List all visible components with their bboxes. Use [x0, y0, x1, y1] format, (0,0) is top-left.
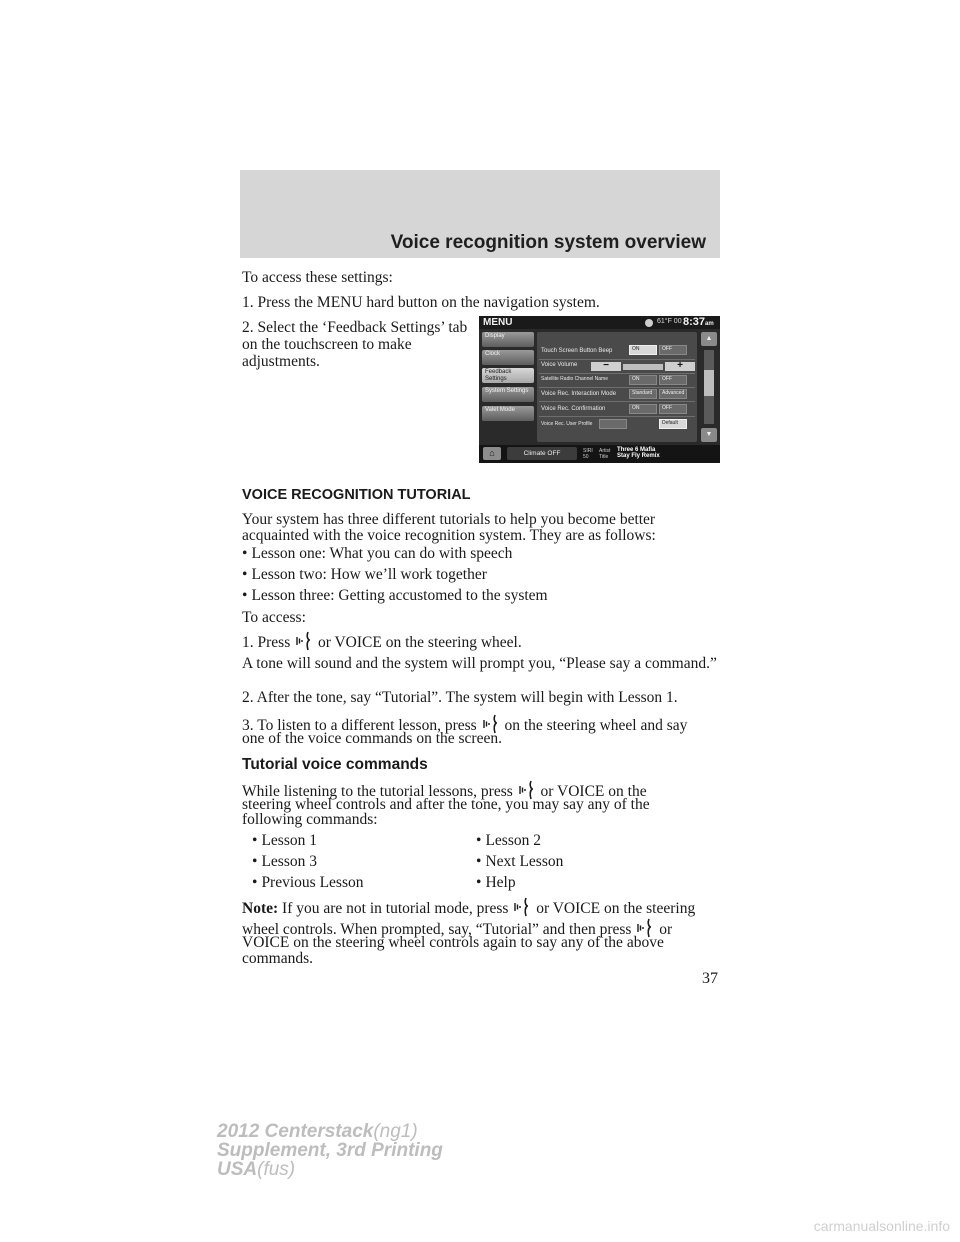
tutorial-heading: VOICE RECOGNITION TUTORIAL: [242, 487, 471, 503]
voice-button-icon: [513, 897, 531, 917]
feedback-settings-panel: [537, 332, 697, 442]
watermark: carmanualsonline.info: [813, 1218, 950, 1234]
track-values: [617, 447, 660, 459]
tab-system-settings[interactable]: System Settings: [482, 387, 534, 402]
lesson-item: • Lesson three: Getting accustomed to the system: [242, 588, 548, 604]
access-step-3-pre: 3. To listen to a different lesson, press: [242, 717, 477, 734]
track-labels: [599, 448, 610, 460]
footer-edition: 2012 Centerstack: [217, 1121, 374, 1142]
volume-plus-button[interactable]: +: [665, 362, 695, 371]
row-divider: [539, 387, 695, 388]
settings-lead: To access these settings:: [242, 269, 393, 286]
user-profile-option-button[interactable]: [599, 419, 627, 429]
title-label: Title: [599, 454, 609, 460]
interaction-advanced-button[interactable]: Advanced: [659, 389, 687, 399]
artist-name: Three 6 Mafia: [617, 447, 656, 453]
command-item: • Previous Lesson: [252, 875, 363, 891]
row-voice-volume-label: Voice Volume: [541, 362, 578, 368]
interaction-standard-button[interactable]: Standard: [629, 389, 657, 399]
command-item: • Next Lesson: [476, 854, 563, 870]
satellite-icon: [645, 319, 653, 327]
note-line-2-post: or: [659, 921, 673, 938]
screen-scrollbar[interactable]: [701, 332, 717, 442]
commands-intro-post: or VOICE on the: [540, 783, 647, 800]
note-line-2-pre: wheel controls. When prompted, say, “Tutorial” and then press: [242, 921, 632, 938]
command-item: • Help: [476, 875, 516, 891]
volume-minus-button[interactable]: −: [591, 362, 621, 371]
sirius-channel: 50: [583, 454, 589, 460]
lesson-item: • Lesson one: What you can do with speech: [242, 546, 512, 562]
footer-line-2: Supplement, 3rd Printing: [217, 1140, 443, 1161]
screen-status-bar: [479, 316, 720, 329]
scroll-thumb[interactable]: [704, 370, 714, 396]
settings-step-2-line-2: on the touchscreen to make: [242, 336, 412, 353]
commands-intro-line-2: steering wheel controls and after the tone, you may say any of the: [242, 796, 650, 813]
footer-line-1: [217, 1122, 443, 1141]
command-item: • Lesson 2: [476, 833, 541, 849]
footer-line-3: [217, 1160, 443, 1179]
note-line-3: VOICE on the steering wheel controls again to say any of the above: [242, 934, 664, 951]
tutorial-intro: Your system has three different tutorials to help you become better acquainted with the voice recognition system. They are as follows:: [242, 511, 656, 544]
row-divider: [539, 373, 695, 374]
command-item: • Lesson 1: [252, 833, 317, 849]
access-step-3-post: on the steering wheel and say: [504, 717, 688, 734]
note-line-4: commands.: [242, 950, 314, 967]
note-text-post: or VOICE on the steering: [536, 900, 696, 917]
settings-step-1: 1. Press the MENU hard button on the navigation system.: [242, 294, 600, 311]
tab-display[interactable]: Display: [482, 332, 534, 347]
volume-level-bar: [623, 364, 663, 370]
page-number: 37: [702, 970, 718, 987]
user-profile-default-button[interactable]: Default: [659, 419, 687, 429]
footer-market: USA: [217, 1159, 258, 1180]
voice-button-icon: [295, 631, 313, 651]
document-footer: [217, 1122, 443, 1179]
row-touch-beep-label: Touch Screen Button Beep: [541, 348, 613, 354]
lesson-item: • Lesson two: How we’ll work together: [242, 567, 487, 583]
row-divider: [539, 416, 695, 417]
satellite-name-off-button[interactable]: OFF: [659, 375, 687, 385]
tab-feedback-settings[interactable]: Feedback Settings: [482, 368, 534, 383]
access-step-1: [242, 631, 522, 651]
footer-edition-code: (ng1): [373, 1121, 418, 1142]
tone-text: A tone will sound and the system will prompt you, “Please say a command.”: [242, 655, 717, 672]
confirmation-off-button[interactable]: OFF: [659, 404, 687, 414]
commands-intro-pre: While listening to the tutorial lessons, press: [242, 783, 513, 800]
sirius-info: [583, 448, 593, 460]
scroll-down-icon[interactable]: ▼: [701, 428, 717, 442]
command-item: • Lesson 3: [252, 854, 317, 870]
artist-label: Artist: [599, 448, 611, 454]
row-user-profile-label: Voice Rec. User Profile: [541, 421, 593, 427]
home-icon[interactable]: ⌂: [483, 447, 501, 460]
touch-beep-off-button[interactable]: OFF: [659, 345, 687, 355]
section-header-band: [240, 170, 720, 258]
row-confirmation-label: Voice Rec. Confirmation: [541, 406, 606, 412]
screen-bottom-bar: [479, 445, 720, 463]
tab-valet-mode[interactable]: Valet Mode: [482, 406, 534, 421]
commands-intro-line-3: following commands:: [242, 811, 378, 828]
screen-clock: [683, 316, 714, 328]
note-text-pre: If you are not in tutorial mode, press: [282, 900, 509, 917]
sirius-label: SIRI: [583, 448, 593, 454]
screen-temp: 61°F 00: [657, 318, 682, 325]
tab-clock[interactable]: Clock: [482, 350, 534, 365]
access-step-1-post: or VOICE on the steering wheel.: [317, 634, 522, 651]
footer-market-code: (fus): [257, 1159, 296, 1180]
satellite-name-on-button[interactable]: ON: [629, 375, 657, 385]
note-label: Note:: [242, 900, 279, 917]
screen-time-suffix: am: [705, 321, 714, 327]
song-title: Stay Fly Remix: [617, 453, 660, 459]
section-title: Voice recognition system overview: [390, 232, 706, 253]
screen-menu-label: MENU: [483, 317, 513, 328]
row-interaction-mode-label: Voice Rec. Interaction Mode: [541, 391, 617, 397]
access-step-1-pre: 1. Press: [242, 634, 291, 651]
row-divider: [539, 359, 695, 360]
settings-step-2-line-1: 2. Select the ‘Feedback Settings’ tab: [242, 319, 468, 336]
access-step-3-line-2: one of the voice commands on the screen.: [242, 730, 502, 747]
touch-beep-on-button[interactable]: ON: [629, 345, 657, 355]
row-divider: [539, 401, 695, 402]
note-line-1: [242, 897, 695, 917]
screen-time: 8:37: [683, 316, 706, 328]
settings-step-2-line-3: adjustments.: [242, 353, 320, 370]
access-step-2: 2. After the tone, say “Tutorial”. The system will begin with Lesson 1.: [242, 689, 678, 706]
scroll-up-icon[interactable]: ▲: [701, 332, 717, 346]
confirmation-on-button[interactable]: ON: [629, 404, 657, 414]
row-satellite-name-label: Satellite Radio Channel Name: [541, 376, 608, 382]
commands-heading: Tutorial voice commands: [242, 756, 428, 773]
climate-button[interactable]: Climate OFF: [507, 447, 577, 460]
access-label: To access:: [242, 609, 306, 626]
nav-screen-illustration: [479, 316, 720, 463]
